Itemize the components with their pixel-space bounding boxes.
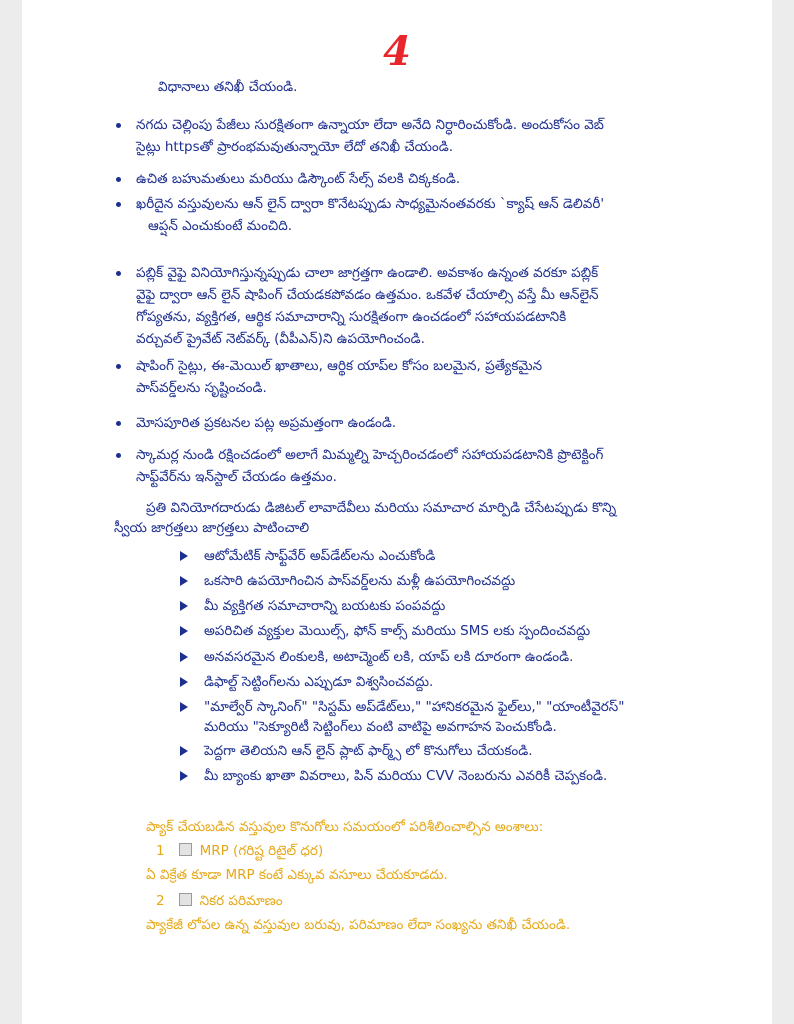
bullet-line: సాఫ్ట్‌వేర్‌ను ఇన్‌స్టాల్ చేయడం ఉత్తమం. bbox=[136, 469, 337, 485]
bullet-line: వైఫై ద్వారా ఆన్ లైన్ షాపింగ్ చేయడకపోవడం ఉత్తమం. ఒకవేళ చేయాల్సి వస్తే మీ ఆన్‌లైన్ bbox=[136, 287, 599, 303]
para-line-1: ప్రతి వినియోగదారుడు డిజిటల్ లావాదేవీలు మరియు సమాచార మార్పిడి చేసేటప్పుడు కొన్ని bbox=[146, 500, 617, 516]
bullet-icon bbox=[116, 177, 121, 182]
bullet-line: షాపింగ్ సైట్లు, ఈ-మెయిల్ ఖాతాలు, ఆర్థిక యాప్‌ల కోసం బలమైన, ప్రత్యేకమైన bbox=[136, 358, 543, 374]
arrow-bullet-icon bbox=[180, 677, 188, 687]
arrow-bullet-icon bbox=[180, 601, 188, 611]
arrow-item-line: అనవసరమైన లింకులకి, అటాచ్మెంట్ లకి, యాప్ లకి దూరంగా ఉండండి. bbox=[204, 649, 574, 665]
bullet-icon bbox=[116, 123, 121, 128]
item-number: 1 bbox=[156, 843, 165, 859]
arrow-item-line: ఆటోమేటిక్ సాఫ్ట్‌వేర్ అప్‌డేట్‌లను ఎంచుకోండి bbox=[204, 548, 436, 564]
checkbox-icon bbox=[179, 843, 192, 856]
arrow-bullet-icon bbox=[180, 746, 188, 756]
arrow-item-line: "మాల్వేర్ స్కానింగ్" "సిస్టమ్ అప్‌డేట్‌లు," "హానికరమైన ఫైల్‌లు," "యాంటీవైరస్" bbox=[204, 699, 625, 715]
arrow-bullet-icon bbox=[180, 576, 188, 586]
bullet-icon bbox=[116, 271, 121, 276]
item-label: నికర పరిమాణం bbox=[199, 893, 283, 909]
arrow-item-line: డిఫాల్ట్ సెట్టింగ్‌లను ఎప్పుడూ విశ్వసించవద్దు. bbox=[204, 674, 434, 690]
bullet-line: నగదు చెల్లింపు పేజీలు సురక్షితంగా ఉన్నాయా లేదా అనేది నిర్ధారించుకోండి. అందుకోసం వెబ్ bbox=[136, 117, 604, 133]
checkbox-icon bbox=[179, 893, 192, 906]
intro-line: విధానాలు తనిఖీ చేయండి. bbox=[158, 79, 298, 95]
packaged-item-2-desc: ప్యాకేజీ లోపల ఉన్న వస్తువుల బరువు, పరిమాణం లేదా సంఖ్యను తనిఖీ చేయండి. bbox=[146, 917, 571, 933]
packaged-heading: ప్యాక్ చేయబడిన వస్తువుల కొనుగోలు సమయంలో పరిశీలించాల్సిన అంశాలు: bbox=[146, 819, 544, 835]
bullet-line: ఆప్షన్ ఎంచుకుంటే మంచిది. bbox=[148, 218, 293, 234]
document-page bbox=[22, 0, 772, 1024]
bullet-line: పబ్లిక్ వైఫై వినియోగిస్తున్నప్పుడు చాలా జాగ్రత్తగా ఉండాలి. అవకాశం ఉన్నంత వరకూ పబ్లిక్ bbox=[136, 265, 599, 281]
bullet-line: వర్చువల్ ప్రైవేట్ నెట్‌వర్క్ (వీపీఎన్)ని ఉపయోగించండి. bbox=[136, 331, 425, 347]
arrow-bullet-icon bbox=[180, 702, 188, 712]
bullet-icon bbox=[116, 421, 121, 426]
bullet-line: ఉచిత బహుమతులు మరియు డిస్కౌంట్ సేల్స్ వలకి చిక్కకండి. bbox=[136, 171, 461, 187]
arrow-item-line: మీ బ్యాంకు ఖాతా వివరాలు, పిన్ మరియు CVV నెంబరును ఎవరికీ చెప్పకండి. bbox=[204, 768, 608, 784]
packaged-item-2 bbox=[156, 890, 283, 912]
page-number: 4 bbox=[383, 28, 411, 75]
arrow-item-line: మరియు "సెక్యూరిటీ సెట్టింగ్‌లు వంటి వాటిపై అవగాహన పెంచుకోండి. bbox=[204, 719, 557, 735]
bullet-icon bbox=[116, 364, 121, 369]
packaged-item-1 bbox=[156, 840, 323, 862]
bullet-line: గోప్యతను, వ్యక్తిగత, ఆర్థిక సమాచారాన్ని సురక్షితంగా ఉంచడంలో సహాయపడటానికి bbox=[136, 309, 567, 325]
bullet-line: మోసపూరిత ప్రకటనల పట్ల అప్రమత్తంగా ఉండండి. bbox=[136, 415, 397, 431]
item-label: MRP (గరిష్ట రిటైల్ ధర) bbox=[199, 843, 324, 859]
arrow-bullet-icon bbox=[180, 652, 188, 662]
bullet-line: ఖరీదైన వస్తువులను ఆన్ లైన్ ద్వారా కొనేటప్పుడు సాధ్యమైనంతవరకు `క్యాష్ ఆన్ డెలివరీ' bbox=[136, 196, 605, 212]
item-number: 2 bbox=[156, 893, 165, 909]
para-line-2: స్వీయ జాగ్రత్తలు జాగ్రత్తలు పాటించాలి bbox=[114, 520, 310, 536]
bullet-line: స్కామర్ల నుండి రక్షించడంలో అలాగే మిమ్మల్ని హెచ్చరించడంలో సహాయపడటానికి ప్రొటెక్టింగ్ bbox=[136, 447, 604, 463]
bullet-icon bbox=[116, 202, 121, 207]
arrow-item-line: మీ వ్యక్తిగత సమాచారాన్ని బయటకు పంపవద్దు bbox=[204, 598, 446, 614]
arrow-item-line: ఒకసారి ఉపయోగించిన పాస్‌వర్డ్‌లను మళ్లీ ఉపయోగించవద్దు bbox=[204, 573, 516, 589]
bullet-line: పాస్‌వర్డ్‌లను సృష్టించండి. bbox=[136, 380, 267, 396]
arrow-item-line: పెద్దగా తెలియని ఆన్ లైన్ ప్లాట్ ఫార్మ్స్ లో కొనుగోలు చేయకండి. bbox=[204, 743, 533, 759]
arrow-bullet-icon bbox=[180, 771, 188, 781]
bullet-line: సైట్లు httpsతో ప్రారంభమవుతున్నాయో లేదో తనిఖీ చేయండి. bbox=[136, 139, 454, 155]
packaged-item-1-desc: ఏ విక్రేత కూడా MRP కంటే ఎక్కువ వసూలు చేయకూడదు. bbox=[146, 867, 448, 883]
arrow-bullet-icon bbox=[180, 626, 188, 636]
arrow-bullet-icon bbox=[180, 551, 188, 561]
arrow-item-line: అపరిచిత వ్యక్తుల మెయిల్స్, ఫోన్ కాల్స్ మరియు SMS లకు స్పందించవద్దు bbox=[204, 623, 591, 639]
bullet-icon bbox=[116, 453, 121, 458]
